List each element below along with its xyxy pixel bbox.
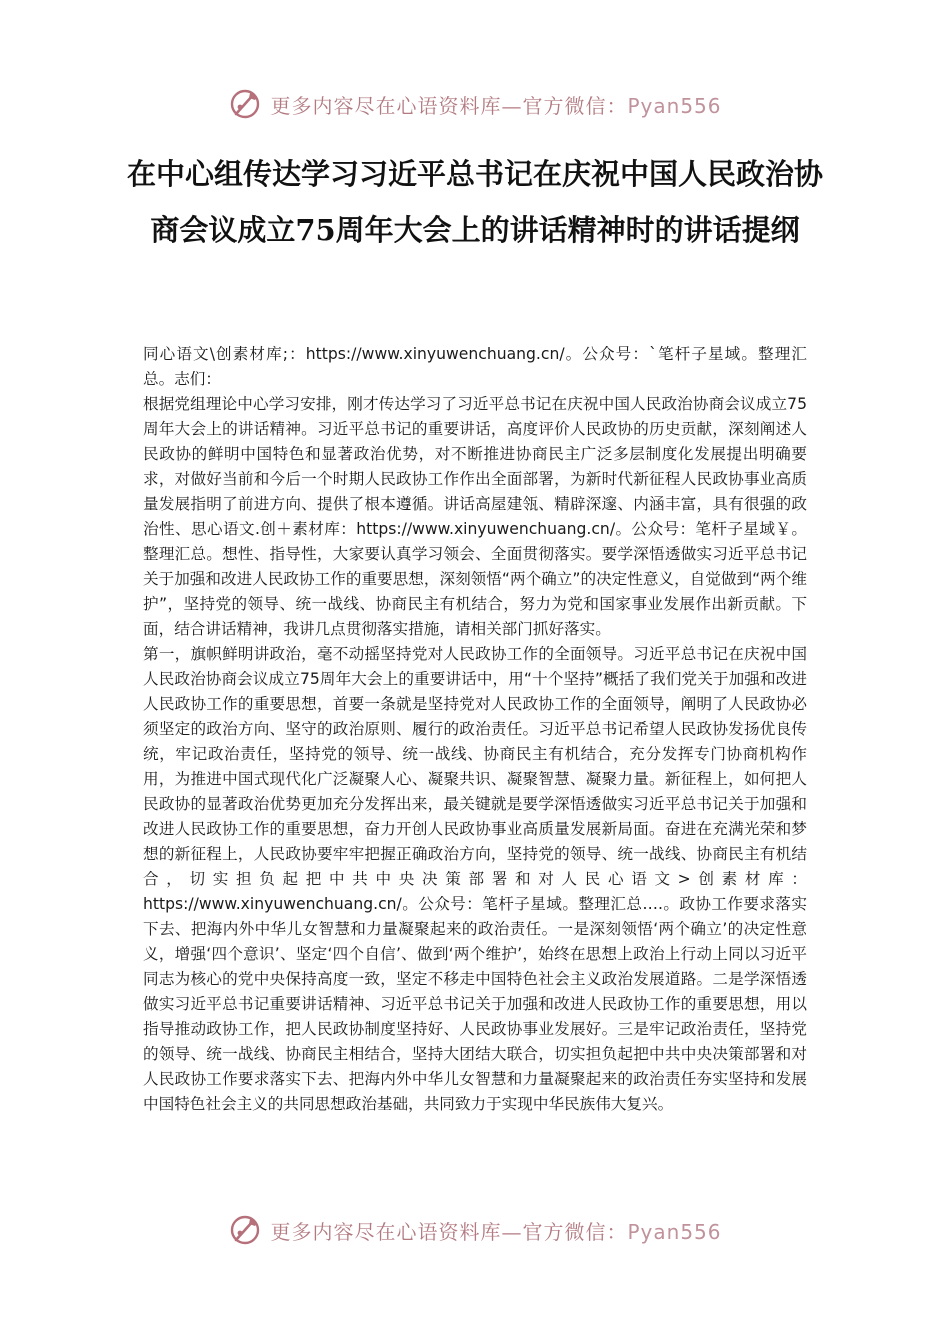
- watermark-wechat-id: Pyan556: [627, 1219, 722, 1244]
- watermark-wechat-id: Pyan556: [627, 93, 722, 118]
- document-body: [143, 342, 807, 1117]
- brush-logo-icon: [228, 87, 262, 121]
- watermark-banner-top: [0, 84, 950, 124]
- watermark-official: 官方微信：: [522, 1219, 628, 1244]
- paragraph-salutation: 同心语文\创素材库;：https://www.xinyuwenchuang.cn/。公众号：`笔杆子星域。整理汇总。志们：: [143, 345, 807, 388]
- paragraph-first-point: 第一，旗帜鲜明讲政治，毫不动摇坚持党对人民政协工作的全面领导。习近平总书记在庆祝中国人民政治协商会议成立75周年大会上的重要讲话中，用“十个坚持”概括了我们党关于加强和改进人民政协工作的重要思想，首要一条就是坚持党对人民政协工作的全面领导，阐明了人民政协必须坚定的政治方向、坚守的政治原则、履行的政治责任。习近平总书记希望人民政协发扬优良传统，牢记政治责任，坚持党的领导、统一战线、协商民主有机结合，充分发挥专门协商机构作用，为推进中国式现代化广泛凝聚人心、凝聚共识、凝聚智慧、凝聚力量。新征程上，如何把人民政协的显著政治优势更加充分发挥出来，最关键就是要学深悟透做实习近平总书记关于加强和改进人民政协工作的重要思想，奋力开创人民政协事业高质量发展新局面。奋进在充满光荣和梦想的新征程上，人民政协要牢牢把握正确政治方向，坚持党的领导、统一战线、协商民主有机结合，切实担负起把中共中央决策部署和对人民心语文>创素材库：https://www.xinyuwenchuang.cn/。公众号：笔杆子星域。整理汇总….。政协工作要求落实下去、把海内外中华儿女智慧和力量凝聚起来的政治责任。一是深刻领悟‘两个确立’的决定性意义，增强‘四个意识’、坚定‘四个自信’、做到‘两个维护’，始终在思想上政治上行动上同以习近平同志为核心的党中央保持高度一致，坚定不移走中国特色社会主义政治发展道路。二是学深悟透做实习近平总书记重要讲话精神、习近平总书记关于加强和改进人民政协工作的重要思想，用以指导推动政协工作，把人民政协制度坚持好、人民政协事业发展好。三是牢记政治责任，坚持党的领导、统一战线、协商民主相结合，坚持大团结大联合，切实担负起把中共中央决策部署和对人民政协工作要求落实下去、把海内外中华儿女智慧和力量凝聚起来的政治责任夯实坚持和发展中国特色社会主义的共同思想政治基础，共同致力于实现中华民族伟大复兴。: [143, 645, 807, 1113]
- brush-logo-icon: [228, 1213, 262, 1247]
- watermark-dash: —: [501, 93, 523, 118]
- watermark-text: [270, 90, 721, 119]
- watermark-cn: 更多内容尽在心语资料库: [270, 1219, 502, 1244]
- watermark-banner-bottom: [0, 1210, 950, 1250]
- document-title: 在中心组传达学习习近平总书记在庆祝中国人民政治协商会议成立75周年大会上的讲话精神时的讲话提纲: [126, 157, 823, 247]
- watermark-text: [270, 1216, 721, 1245]
- watermark-official: 官方微信：: [522, 93, 628, 118]
- paragraph-intro: 根据党组理论中心学习安排，刚才传达学习了习近平总书记在庆祝中国人民政治协商会议成立75周年大会上的讲话精神。习近平总书记的重要讲话，高度评价人民政协的历史贡献，深刻阐述人民政协的鲜明中国特色和显著政治优势，对不断推进协商民主广泛多层制度化发展提出明确要求，对做好当前和今后一个时期人民政协工作作出全面部署，为新时代新征程人民政协事业高质量发展指明了前进方向、提供了根本遵循。讲话高屋建瓴、精辟深邃、内涵丰富，具有很强的政治性、思心语文.创＋素材库：https://www.xinyuwenchuang.cn/。公众号：笔杆子星域￥。整理汇总。想性、指导性，大家要认真学习领会、全面贯彻落实。要学深悟透做实习近平总书记关于加强和改进人民政协工作的重要思想，深刻领悟“两个确立”的决定性意义，自觉做到“两个维护”，坚持党的领导、统一战线、协商民主有机结合，努力为党和国家事业发展作出新贡献。下面，结合讲话精神，我讲几点贯彻落实措施，请相关部门抓好落实。: [143, 395, 807, 638]
- watermark-cn: 更多内容尽在心语资料库: [270, 93, 502, 118]
- watermark-dash: —: [501, 1219, 523, 1244]
